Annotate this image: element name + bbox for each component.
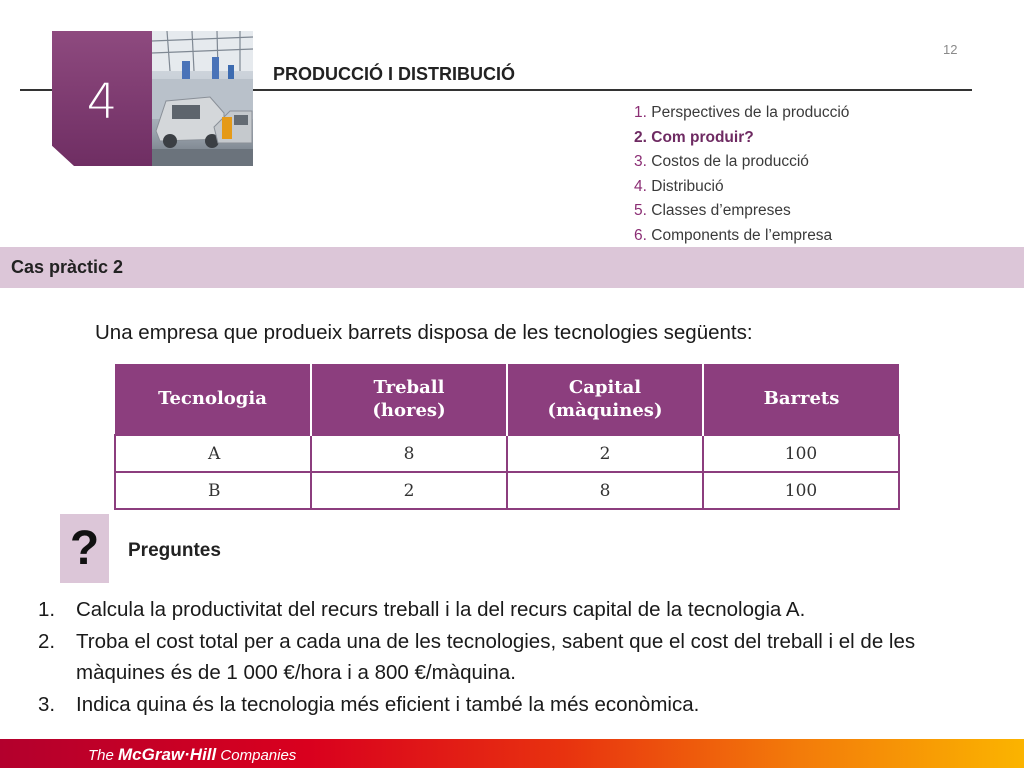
table-row bbox=[115, 472, 899, 509]
header-tecnologia: Tecnologia bbox=[115, 364, 311, 435]
chapter-number: 4 bbox=[86, 74, 118, 130]
case-bar bbox=[0, 247, 1024, 288]
toc-item-1[interactable]: 1. Perspectives de la producció bbox=[634, 104, 850, 121]
header-treball: Treball (hores) bbox=[311, 364, 507, 435]
factory-photo-icon bbox=[152, 31, 253, 166]
header-capital: Capital (màquines) bbox=[507, 364, 703, 435]
case-title: Cas pràctic 2 bbox=[11, 257, 124, 277]
case-intro: Una empresa que produeix barrets disposa de les tecnologies següents: bbox=[95, 321, 753, 344]
footer-brand-logo: The McGraw·Hill Companies bbox=[88, 745, 297, 764]
list-item: 2. Troba el cost total per a cada una de les tecnologies, sabent que el cost del treball i el de les màquines és de 1 000 €/hora i a 800 €/màquina. bbox=[38, 629, 916, 684]
toc-item-3[interactable]: 3. Costos de la producció bbox=[634, 153, 809, 170]
table-cell: 2 bbox=[311, 472, 507, 509]
toc-list bbox=[634, 101, 849, 248]
toc-item-6[interactable]: 6. Components de l’empresa bbox=[634, 226, 833, 244]
table-cell: 8 bbox=[507, 472, 703, 509]
table-cell: 2 bbox=[507, 435, 703, 472]
toc-item-4[interactable]: 4. Distribució bbox=[634, 177, 724, 195]
chapter-photo bbox=[152, 31, 253, 166]
table-header-row bbox=[115, 364, 899, 435]
toc-item-2[interactable]: 2. Com produir? bbox=[634, 128, 754, 146]
table-cell: A bbox=[115, 435, 311, 472]
questions-heading: Preguntes bbox=[128, 540, 221, 561]
list-item: 1. Calcula la productivitat del recurs treball i la del recurs capital de la tecnologia A. bbox=[38, 598, 806, 621]
question-list bbox=[38, 594, 1008, 720]
table-cell: B bbox=[115, 472, 311, 509]
table-cell: 100 bbox=[703, 472, 899, 509]
page-number: 12 bbox=[943, 42, 958, 57]
table-cell: 8 bbox=[311, 435, 507, 472]
table-row bbox=[115, 435, 899, 472]
header-title: PRODUCCIÓ I DISTRIBUCIÓ bbox=[273, 64, 519, 85]
list-item: 3. Indica quina és la tecnologia més eficient i també la més econòmica. bbox=[38, 692, 700, 716]
header-barrets: Barrets bbox=[703, 364, 899, 435]
table-cell: 100 bbox=[703, 435, 899, 472]
toc-item-5[interactable]: 5. Classes d’empreses bbox=[634, 202, 791, 219]
technology-table bbox=[114, 364, 900, 510]
question-mark-icon: ? bbox=[60, 514, 109, 583]
